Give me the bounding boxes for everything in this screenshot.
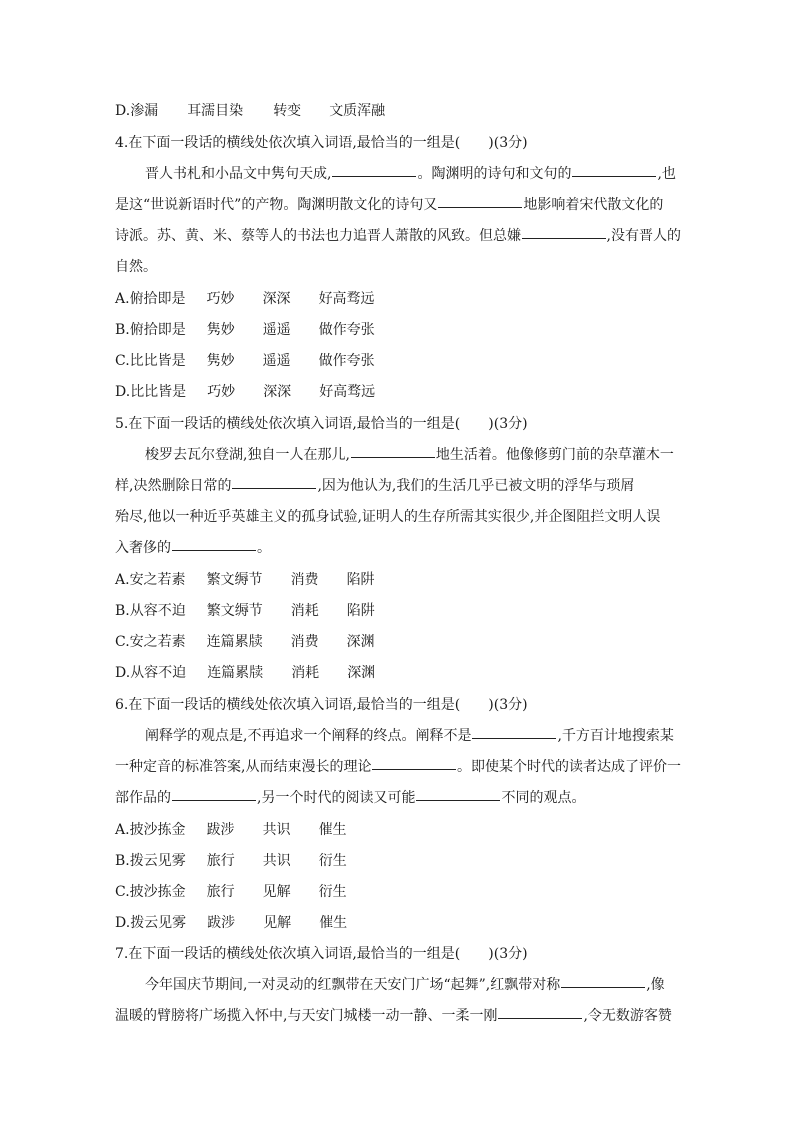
answer-blank[interactable] <box>172 533 256 551</box>
text-segment: B. <box>115 322 130 338</box>
text-segment: 深深 <box>262 291 291 307</box>
q4-option-b[interactable] <box>115 318 375 342</box>
text-segment: ,也 <box>657 166 676 182</box>
answer-blank[interactable] <box>561 970 645 988</box>
answer-blank[interactable] <box>472 721 556 739</box>
text-segment: ,千方百计地搜索某 <box>557 728 674 744</box>
question-7-stem <box>115 942 528 966</box>
text-segment: 做作夸张 <box>318 353 375 369</box>
answer-blank[interactable] <box>232 471 316 489</box>
text-segment: 遥遥 <box>262 353 291 369</box>
text-segment: 遥遥 <box>262 322 291 338</box>
question-6-stem <box>115 693 528 717</box>
text-segment: 繁文缛节 <box>206 572 263 588</box>
text-segment: 好高骛远 <box>319 384 376 400</box>
passage-line <box>115 502 681 533</box>
text-segment: B. <box>115 853 130 869</box>
text-segment: )(3分) <box>488 697 528 713</box>
text-segment: 俯拾即是 <box>129 291 186 307</box>
question-4-stem <box>115 131 528 155</box>
text-segment: A. <box>115 291 130 307</box>
text-segment: 跋涉 <box>206 822 235 838</box>
text-segment: 。陶渊明的诗句和文句的 <box>417 166 572 182</box>
text-segment: B. <box>115 603 130 619</box>
text-segment: 深渊 <box>346 634 375 650</box>
text-segment: 深深 <box>263 384 292 400</box>
answer-blank[interactable] <box>351 440 435 458</box>
passage-line <box>115 1001 681 1032</box>
text-segment: 7.在下面一段话的横线处依次填入词语,最恰当的一组是( <box>115 946 461 962</box>
text-segment: 从容不迫 <box>129 603 186 619</box>
text-segment: 诗派。苏、黄、米、蔡等人的书法也力追晋人萧散的风致。但总嫌 <box>115 228 521 244</box>
text-segment: 消耗 <box>290 603 319 619</box>
text-segment: 好高骛远 <box>318 291 375 307</box>
passage-line <box>115 471 681 502</box>
text-segment: 安之若素 <box>129 572 186 588</box>
option-word-3: 转变 <box>273 103 302 119</box>
text-segment: 巧妙 <box>207 384 236 400</box>
text-segment: 隽妙 <box>206 353 235 369</box>
text-segment: 消费 <box>290 634 319 650</box>
text-segment: 阐释学的观点是,不再追求一个阐释的终点。阐释不是 <box>145 728 472 744</box>
answer-blank[interactable] <box>372 752 456 770</box>
option-label: D. <box>115 103 131 119</box>
text-segment: 连篇累牍 <box>207 665 264 681</box>
option-word-2: 耳濡目染 <box>187 103 244 119</box>
text-segment: ,像 <box>646 977 665 993</box>
text-segment: 披沙拣金 <box>129 884 186 900</box>
text-segment: )(3分) <box>488 946 528 962</box>
text-segment: 旅行 <box>206 853 235 869</box>
text-segment: 见解 <box>263 915 292 931</box>
passage-line <box>115 159 681 190</box>
text-segment: C. <box>115 353 130 369</box>
text-segment: 拨云见雾 <box>130 915 187 931</box>
answer-blank[interactable] <box>172 783 256 801</box>
option-word-1: 渗漏 <box>130 103 159 119</box>
passage-line <box>115 721 681 752</box>
text-segment: 温暖的臂膀将广场揽入怀中,与天安门城楼一动一静、一柔一刚 <box>115 1008 498 1024</box>
text-segment: 一种定音的标准答案,从而结束漫长的理论 <box>115 759 372 775</box>
text-segment: 。 <box>257 540 271 556</box>
text-segment: 从容不迫 <box>130 665 187 681</box>
text-segment: 入奢侈的 <box>115 540 171 556</box>
q4-option-c[interactable] <box>115 349 375 373</box>
text-segment: )(3分) <box>488 416 528 432</box>
passage-line <box>115 221 681 252</box>
text-segment: 跋涉 <box>207 915 236 931</box>
text-segment: 地生活着。他像修剪门前的杂草灌木一 <box>435 447 674 463</box>
text-segment: 巧妙 <box>206 291 235 307</box>
text-segment: 共识 <box>262 853 291 869</box>
question-4-passage <box>115 159 681 283</box>
text-segment: 俯拾即是 <box>129 322 186 338</box>
text-segment: 安之若素 <box>129 634 186 650</box>
text-segment: 部作品的 <box>115 790 171 806</box>
text-segment: ,没有晋人的 <box>606 228 681 244</box>
q5-option-c[interactable] <box>115 630 375 654</box>
text-segment: 隽妙 <box>206 322 235 338</box>
text-segment: D. <box>115 665 131 681</box>
text-segment: 深渊 <box>347 665 376 681</box>
passage-line <box>115 190 681 221</box>
passage-line <box>115 533 681 564</box>
q6-option-a[interactable] <box>115 818 347 842</box>
passage-line <box>115 783 681 814</box>
text-segment: 地影响着宋代散文化的 <box>523 197 664 213</box>
text-segment: 4.在下面一段话的横线处依次填入词语,最恰当的一组是( <box>115 135 461 151</box>
text-segment: 消费 <box>290 572 319 588</box>
q6-option-c[interactable] <box>115 880 347 904</box>
text-segment: 。即使某个时代的读者达成了评价一 <box>457 759 681 775</box>
text-segment: C. <box>115 884 130 900</box>
text-segment: )(3分) <box>488 135 528 151</box>
text-segment: C. <box>115 634 130 650</box>
q5-option-a[interactable] <box>115 568 375 592</box>
text-segment: A. <box>115 572 130 588</box>
text-segment: 不同的观点。 <box>501 790 586 806</box>
text-segment: 比比皆是 <box>130 384 187 400</box>
answer-blank[interactable] <box>332 159 416 177</box>
answer-blank[interactable] <box>416 783 500 801</box>
text-segment: 是这“世说新语时代”的产物。陶渊明散文化的诗句又 <box>115 197 438 213</box>
q6-option-d[interactable] <box>115 911 347 935</box>
text-segment: 晋人书札和小品文中隽句天成, <box>145 166 332 182</box>
text-segment: 比比皆是 <box>129 353 186 369</box>
q5-option-d[interactable] <box>115 661 375 685</box>
text-segment: D. <box>115 384 131 400</box>
text-segment: 消耗 <box>291 665 320 681</box>
text-segment: 拨云见雾 <box>129 853 186 869</box>
q6-option-b[interactable] <box>115 849 347 873</box>
text-segment: 样,决然删除日常的 <box>115 478 232 494</box>
text-segment: ,因为他认为,我们的生活几乎已被文明的浮华与琐屑 <box>317 478 635 494</box>
text-segment: 做作夸张 <box>318 322 375 338</box>
text-segment: ,另一个时代的阅读又可能 <box>257 790 416 806</box>
passage-line <box>115 752 681 783</box>
answer-blank[interactable] <box>522 221 606 239</box>
q4-option-d[interactable] <box>115 380 375 404</box>
text-segment: 催生 <box>318 822 347 838</box>
question-6-passage <box>115 721 681 814</box>
text-segment: 6.在下面一段话的横线处依次填入词语,最恰当的一组是( <box>115 697 461 713</box>
text-segment: A. <box>115 822 130 838</box>
text-segment: ,令无数游客赞 <box>583 1008 672 1024</box>
text-segment: 殆尽,他以一种近乎英雄主义的孤身试验,证明人的生存所需其实很少,并企图阻拦文明人误 <box>115 509 661 525</box>
text-segment: 梭罗去瓦尔登湖,独自一人在那儿, <box>145 447 350 463</box>
answer-blank[interactable] <box>498 1001 582 1019</box>
question-5-passage <box>115 440 681 564</box>
text-segment: 披沙拣金 <box>129 822 186 838</box>
text-segment: 5.在下面一段话的横线处依次填入词语,最恰当的一组是( <box>115 416 461 432</box>
text-segment: 催生 <box>319 915 348 931</box>
q5-option-b[interactable] <box>115 599 375 623</box>
text-segment: 自然。 <box>115 259 157 275</box>
text-segment: 陷阱 <box>346 603 375 619</box>
passage-line <box>115 440 681 471</box>
text-segment: 今年国庆节期间,一对灵动的红飘带在天安门广场“起舞”,红飘带对称 <box>145 977 561 993</box>
q4-option-a[interactable] <box>115 287 375 311</box>
question-7-passage <box>115 970 681 1032</box>
text-segment: D. <box>115 915 131 931</box>
text-segment: 见解 <box>262 884 291 900</box>
passage-line <box>115 252 681 283</box>
question-5-stem <box>115 412 528 436</box>
text-segment: 陷阱 <box>346 572 375 588</box>
answer-blank[interactable] <box>438 190 522 208</box>
text-segment: 共识 <box>262 822 291 838</box>
option-word-4: 文质浑融 <box>329 103 386 119</box>
text-segment: 旅行 <box>206 884 235 900</box>
text-segment: 衍生 <box>318 853 347 869</box>
text-segment: 繁文缛节 <box>206 603 263 619</box>
answer-blank[interactable] <box>572 159 656 177</box>
passage-line <box>115 970 681 1001</box>
q3-option-d[interactable] <box>115 99 385 123</box>
text-segment: 连篇累牍 <box>206 634 263 650</box>
text-segment: 衍生 <box>318 884 347 900</box>
